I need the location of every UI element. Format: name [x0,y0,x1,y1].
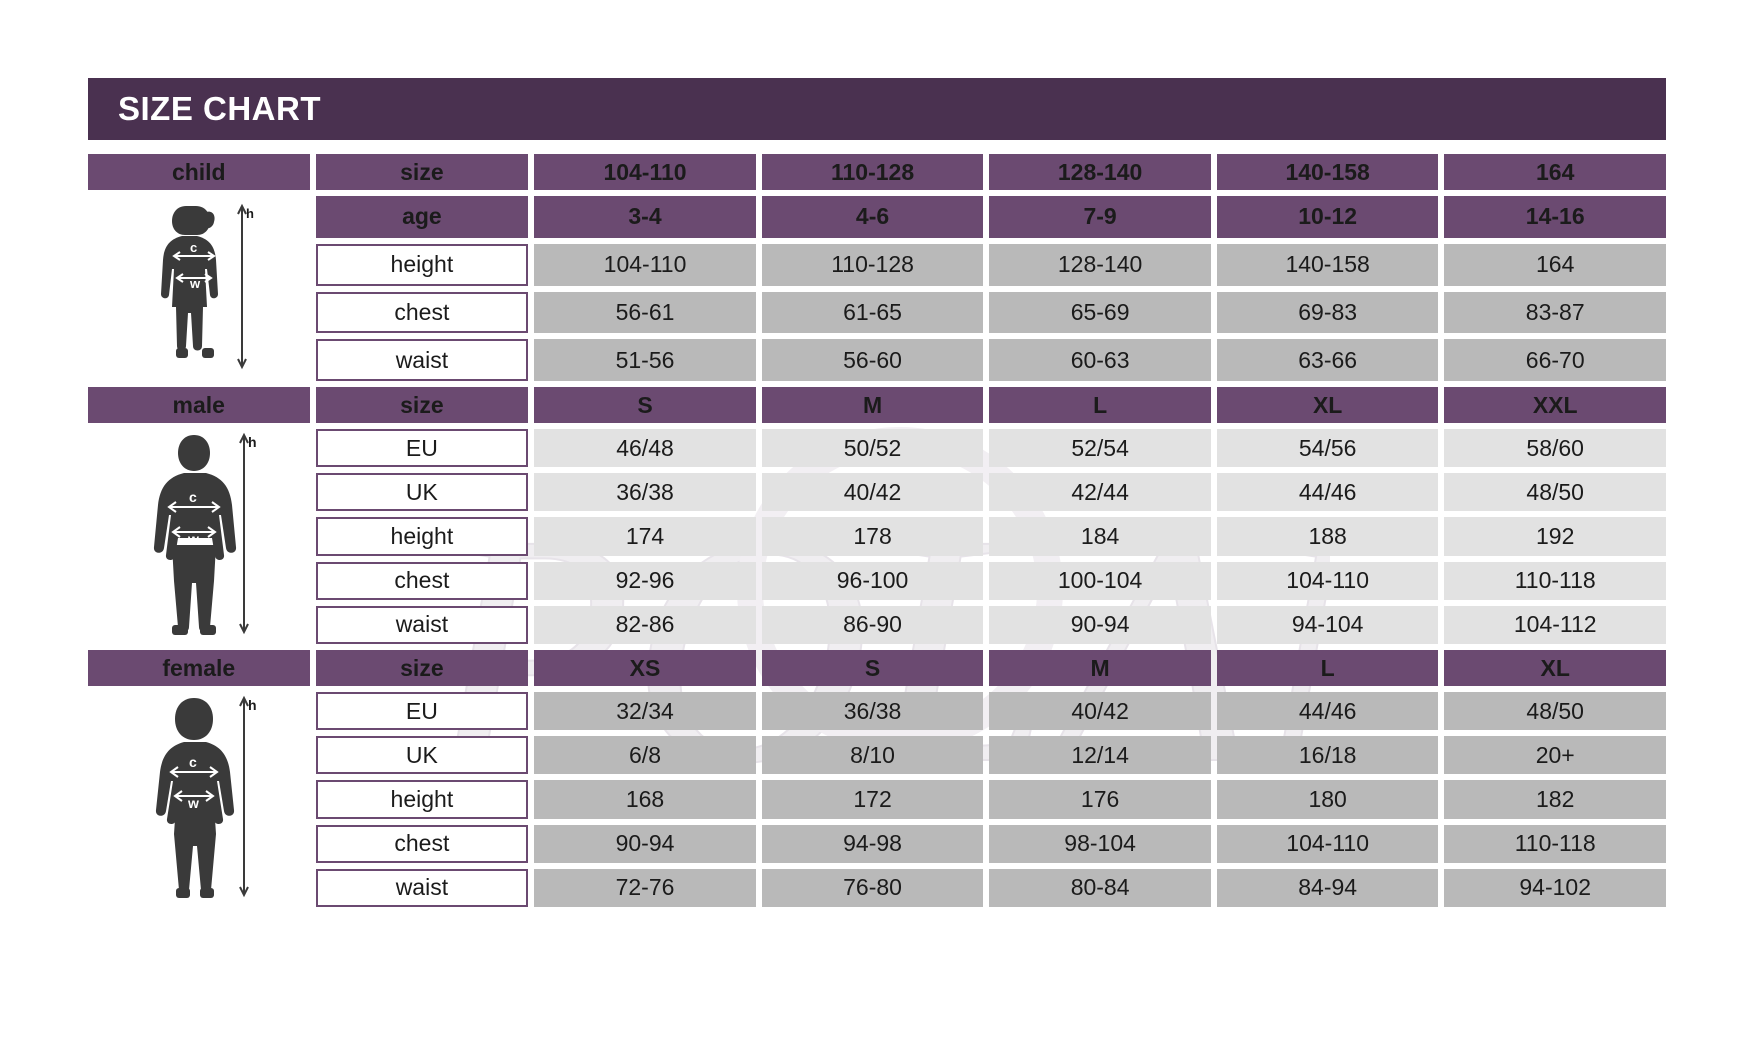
female-size-value: XS [534,650,756,686]
female-size-value: XL [1444,650,1666,686]
female-cell: 76-80 [762,869,984,907]
svg-text:c: c [188,489,197,505]
child-cell: 63-66 [1217,339,1439,381]
male-cell: 92-96 [534,562,756,600]
table-row [88,692,1666,730]
child-row-label: waist [316,339,529,381]
child-age-value: 3-4 [534,196,756,238]
child-age-value: 10-12 [1217,196,1439,238]
male-cell: 104-112 [1444,606,1666,644]
male-size-value: L [989,387,1211,423]
female-cell: 80-84 [989,869,1211,907]
table-row [88,562,1666,600]
table-row [88,244,1666,286]
female-size-value: L [1217,650,1439,686]
female-cell: 94-102 [1444,869,1666,907]
male-cell: 110-118 [1444,562,1666,600]
child-cell: 61-65 [762,292,984,334]
child-size-value: 140-158 [1217,154,1439,190]
female-body-figure [88,692,310,907]
child-cell: 104-110 [534,244,756,286]
male-cell: 192 [1444,517,1666,555]
child-cell: 51-56 [534,339,756,381]
female-cell: 110-118 [1444,825,1666,863]
female-cell: 72-76 [534,869,756,907]
male-row-label: chest [316,562,529,600]
male-row-label: EU [316,429,529,467]
female-cell: 84-94 [1217,869,1439,907]
child-age-value: 14-16 [1444,196,1666,238]
table-row [88,869,1666,907]
child-cell: 56-60 [762,339,984,381]
female-cell: 6/8 [534,736,756,774]
table-row [88,825,1666,863]
male-cell: 46/48 [534,429,756,467]
male-size-value: S [534,387,756,423]
table-row [88,196,1666,238]
male-cell: 178 [762,517,984,555]
category-female: female [88,650,310,686]
male-cell: 48/50 [1444,473,1666,511]
child-cell: 164 [1444,244,1666,286]
title-bar [88,78,1666,140]
female-cell: 36/38 [762,692,984,730]
female-cell: 168 [534,780,756,818]
male-cell: 50/52 [762,429,984,467]
male-cell: 90-94 [989,606,1211,644]
table-row [88,780,1666,818]
female-cell: 98-104 [989,825,1211,863]
male-row-label: waist [316,606,529,644]
female-cell: 40/42 [989,692,1211,730]
male-size-label: size [316,387,529,423]
female-cell: 104-110 [1217,825,1439,863]
child-cell: 60-63 [989,339,1211,381]
male-cell: 86-90 [762,606,984,644]
male-cell: 104-110 [1217,562,1439,600]
svg-text:h: h [247,697,257,713]
svg-text:c: c [189,240,197,255]
svg-text:w: w [189,276,200,291]
svg-text:w: w [187,531,199,547]
female-size-label: size [316,650,529,686]
table-row [88,154,1666,190]
female-cell: 176 [989,780,1211,818]
category-child: child [88,154,310,190]
child-size-value: 164 [1444,154,1666,190]
female-cell: 90-94 [534,825,756,863]
female-cell: 16/18 [1217,736,1439,774]
table-row [88,473,1666,511]
female-cell: 182 [1444,780,1666,818]
svg-text:c: c [188,754,197,770]
male-cell: 36/38 [534,473,756,511]
table-row [88,736,1666,774]
child-age-label: age [316,196,529,238]
male-cell: 40/42 [762,473,984,511]
child-cell: 69-83 [1217,292,1439,334]
female-cell: 180 [1217,780,1439,818]
female-cell: 8/10 [762,736,984,774]
male-cell: 184 [989,517,1211,555]
male-cell: 94-104 [1217,606,1439,644]
child-size-value: 104-110 [534,154,756,190]
male-size-value: XXL [1444,387,1666,423]
male-cell: 100-104 [989,562,1211,600]
child-cell: 83-87 [1444,292,1666,334]
male-body-figure [88,429,310,644]
female-row-label: EU [316,692,529,730]
child-cell: 56-61 [534,292,756,334]
female-cell: 44/46 [1217,692,1439,730]
child-size-value: 128-140 [989,154,1211,190]
table-row [88,650,1666,686]
category-male: male [88,387,310,423]
female-cell: 48/50 [1444,692,1666,730]
male-cell: 174 [534,517,756,555]
child-age-value: 4-6 [762,196,984,238]
size-chart-table [82,148,1672,913]
child-row-label: chest [316,292,529,334]
child-row-label: height [316,244,529,286]
female-cell: 172 [762,780,984,818]
svg-text:h: h [247,434,257,450]
child-cell: 65-69 [989,292,1211,334]
table-row [88,606,1666,644]
table-row [88,387,1666,423]
male-cell: 188 [1217,517,1439,555]
male-cell: 42/44 [989,473,1211,511]
male-cell: 96-100 [762,562,984,600]
child-cell: 66-70 [1444,339,1666,381]
male-row-label: UK [316,473,529,511]
female-row-label: chest [316,825,529,863]
male-cell: 52/54 [989,429,1211,467]
female-cell: 12/14 [989,736,1211,774]
table-row [88,517,1666,555]
child-cell: 110-128 [762,244,984,286]
table-row [88,339,1666,381]
child-body-figure [88,196,310,381]
child-cell: 128-140 [989,244,1211,286]
table-row [88,429,1666,467]
svg-text:w: w [187,795,199,811]
male-cell: 82-86 [534,606,756,644]
child-size-value: 110-128 [762,154,984,190]
male-cell: 44/46 [1217,473,1439,511]
male-cell: 58/60 [1444,429,1666,467]
male-size-value: M [762,387,984,423]
female-cell: 32/34 [534,692,756,730]
child-cell: 140-158 [1217,244,1439,286]
female-cell: 94-98 [762,825,984,863]
female-size-value: M [989,650,1211,686]
female-cell: 20+ [1444,736,1666,774]
female-row-label: height [316,780,529,818]
male-cell: 54/56 [1217,429,1439,467]
female-row-label: UK [316,736,529,774]
male-size-value: XL [1217,387,1439,423]
child-age-value: 7-9 [989,196,1211,238]
female-size-value: S [762,650,984,686]
page-title: SIZE CHART [118,90,321,127]
female-row-label: waist [316,869,529,907]
svg-text:h: h [245,206,254,221]
child-size-label: size [316,154,529,190]
table-row [88,292,1666,334]
male-row-label: height [316,517,529,555]
